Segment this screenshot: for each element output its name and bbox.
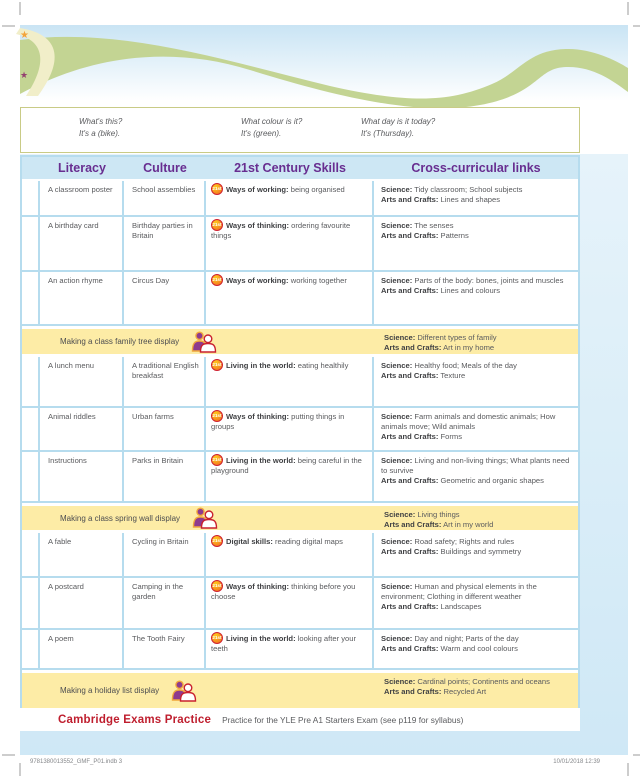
unit-cell — [22, 578, 40, 628]
project-row — [22, 503, 578, 533]
cross-cell — [374, 217, 578, 270]
project-row — [22, 670, 578, 708]
question: What's this? — [79, 117, 123, 126]
question: What day is it today? — [361, 117, 436, 126]
cross-cell — [374, 630, 578, 668]
star-icon: ★ — [20, 30, 29, 41]
table-header-row — [22, 157, 578, 181]
cross-line: Science: The senses — [381, 221, 454, 230]
header-decoration — [0, 0, 640, 118]
badge-21st-icon: 21st — [211, 580, 223, 592]
cross-cell — [374, 272, 578, 324]
cross-line: Arts and Crafts: Texture — [381, 371, 466, 381]
skill-name: Ways of thinking: — [226, 412, 289, 421]
literacy-cell: A classroom poster — [40, 181, 124, 215]
project-label: Making a class family tree display — [60, 337, 180, 346]
project-label-wrap — [22, 329, 377, 354]
question-item — [361, 116, 435, 139]
skill-desc: looking after your teeth — [211, 634, 356, 654]
cross-line: Science: Living things — [384, 510, 460, 519]
skill-desc: eating healthily — [297, 361, 349, 370]
badge-21st-icon: 21st — [211, 359, 223, 371]
badge-21st-icon: 21st — [211, 274, 223, 286]
badge-21st-icon: 21st — [211, 632, 223, 644]
skill-name: Ways of working: — [226, 185, 289, 194]
skill-name: Living in the world: — [226, 456, 296, 465]
table-row — [22, 357, 578, 408]
cross-cell — [374, 578, 578, 628]
cross-cell — [377, 329, 578, 354]
unit-cell — [22, 217, 40, 270]
skill-desc: ordering favourite things — [211, 221, 351, 241]
cross-line: Arts and Crafts: Forms — [381, 432, 463, 442]
cross-line: Science: Human and physical elements in the environment; Clothing in different weather — [381, 582, 537, 602]
table-row — [22, 272, 578, 326]
answer: It's (green). — [241, 128, 282, 138]
cross-line: Arts and Crafts: Art in my world — [384, 520, 494, 530]
header-culture: Culture — [143, 161, 187, 175]
cross-line: Arts and Crafts: Geometric and organic shapes — [381, 476, 544, 486]
skills-cell — [206, 408, 374, 450]
literacy-cell: A birthday card — [40, 217, 124, 270]
cross-line: Arts and Crafts: Buildings and symmetry — [381, 547, 522, 557]
project-label: Making a class spring wall display — [60, 513, 181, 523]
question-item — [241, 116, 302, 139]
cross-cell — [374, 452, 578, 501]
exams-practice-row — [20, 708, 580, 731]
culture-cell: Cycling in Britain — [124, 533, 206, 576]
cross-cell — [377, 673, 578, 708]
literacy-cell: A postcard — [40, 578, 124, 628]
culture-cell: Circus Day — [124, 272, 206, 324]
culture-cell: The Tooth Fairy — [124, 630, 206, 668]
literacy-cell: Instructions — [40, 452, 124, 501]
star-icon: ★ — [20, 70, 29, 80]
header-literacy: Literacy — [58, 161, 106, 175]
cross-line: Science: Tidy classroom; School subjects — [381, 185, 523, 194]
print-filename: 9781380013552_GMF_P01.indb 3 — [30, 759, 123, 765]
cross-line: Science: Road safety; Rights and rules — [381, 537, 514, 546]
header-cross: Cross-curricular links — [411, 161, 541, 175]
cross-line: Arts and Crafts: Lines and shapes — [381, 195, 501, 205]
badge-21st-icon: 21st — [211, 535, 223, 547]
culture-cell: Birthday parties in Britain — [124, 217, 206, 270]
literacy-cell: A poem — [40, 630, 124, 668]
syllabus-table — [20, 155, 580, 710]
cross-line: Science: Parts of the body: bones, joints and muscles — [381, 276, 564, 285]
skill-name: Ways of thinking: — [226, 582, 289, 591]
unit-cell — [22, 408, 40, 450]
table-row — [22, 578, 578, 630]
project-label-wrap — [22, 673, 377, 708]
table-row — [22, 408, 578, 452]
cross-cell — [374, 181, 578, 215]
cross-line: Science: Farm animals and domestic animals; How animals move; Wild animals — [381, 412, 556, 432]
skills-cell — [206, 533, 374, 576]
literacy-cell: Animal riddles — [40, 408, 124, 450]
cross-line: Science: Healthy food; Meals of the day — [381, 361, 517, 370]
literacy-cell: A fable — [40, 533, 124, 576]
people-icon — [171, 680, 197, 702]
table-row — [22, 630, 578, 670]
culture-cell: A traditional English breakfast — [124, 357, 206, 406]
header-skills: 21st Century Skills — [234, 161, 346, 175]
cross-cell — [374, 357, 578, 406]
question: What colour is it? — [241, 117, 303, 126]
cross-cell — [374, 408, 578, 450]
culture-cell: Urban farms — [124, 408, 206, 450]
project-row — [22, 326, 578, 357]
skill-desc: reading digital maps — [274, 537, 343, 546]
skill-name: Living in the world: — [226, 361, 296, 370]
cross-line: Science: Living and non-living things; What plants need to survive — [381, 456, 570, 476]
unit-cell — [22, 630, 40, 668]
cross-cell — [377, 506, 578, 530]
print-timestamp: 10/01/2018 12:39 — [553, 759, 600, 765]
project-label-wrap — [22, 506, 377, 530]
people-icon — [191, 331, 217, 353]
skill-desc: putting things in groups — [211, 412, 345, 432]
badge-21st-icon: 21st — [211, 410, 223, 422]
cross-line: Arts and Crafts: Art in my home — [384, 343, 495, 353]
skill-desc: working together — [290, 276, 347, 285]
answer: It's a (bike). — [79, 128, 121, 138]
skill-desc: thinking before you choose — [211, 582, 356, 602]
skill-desc: being careful in the playground — [211, 456, 362, 476]
unit-cell — [22, 357, 40, 406]
question-box — [20, 107, 580, 153]
skills-cell — [206, 357, 374, 406]
unit-cell — [22, 272, 40, 324]
table-row — [22, 217, 578, 272]
skills-cell — [206, 181, 374, 215]
people-icon — [192, 507, 218, 529]
unit-cell — [22, 181, 40, 215]
badge-21st-icon: 21st — [211, 219, 223, 231]
skill-name: Ways of working: — [226, 276, 289, 285]
table-row — [22, 533, 578, 578]
table-row — [22, 452, 578, 503]
skills-cell — [206, 272, 374, 324]
skills-cell — [206, 217, 374, 270]
badge-21st-icon: 21st — [211, 183, 223, 195]
cross-line: Arts and Crafts: Lines and colours — [381, 286, 501, 296]
culture-cell: Camping in the garden — [124, 578, 206, 628]
answer: It's (Thursday). — [361, 128, 415, 138]
exams-title: Cambridge Exams Practice — [58, 713, 212, 726]
badge-21st-icon: 21st — [211, 454, 223, 466]
culture-cell: School assemblies — [124, 181, 206, 215]
cross-line: Arts and Crafts: Patterns — [381, 231, 469, 241]
skill-name: Ways of thinking: — [226, 221, 289, 230]
unit-cell — [22, 533, 40, 576]
culture-cell: Parks in Britain — [124, 452, 206, 501]
cross-line: Arts and Crafts: Landscapes — [381, 602, 482, 612]
skill-name: Digital skills: — [226, 537, 273, 546]
literacy-cell: A lunch menu — [40, 357, 124, 406]
cross-line: Science: Day and night; Parts of the day — [381, 634, 519, 643]
skills-cell — [206, 578, 374, 628]
cross-line: Science: Cardinal points; Continents and oceans — [384, 677, 550, 686]
literacy-cell: An action rhyme — [40, 272, 124, 324]
cross-cell — [374, 533, 578, 576]
cross-line: Arts and Crafts: Warm and cool colours — [381, 644, 518, 654]
question-item — [79, 116, 122, 139]
skills-cell — [206, 630, 374, 668]
table-row — [22, 181, 578, 217]
skills-cell — [206, 452, 374, 501]
exams-text: Practice for the YLE Pre A1 Starters Exam (see p119 for syllabus) — [222, 714, 464, 725]
skill-desc: being organised — [290, 185, 345, 194]
skill-name: Living in the world: — [226, 634, 296, 643]
cross-line: Arts and Crafts: Recycled Art — [384, 687, 487, 697]
project-label: Making a holiday list display — [60, 686, 160, 695]
unit-cell — [22, 452, 40, 501]
cross-line: Science: Different types of family — [384, 333, 497, 342]
